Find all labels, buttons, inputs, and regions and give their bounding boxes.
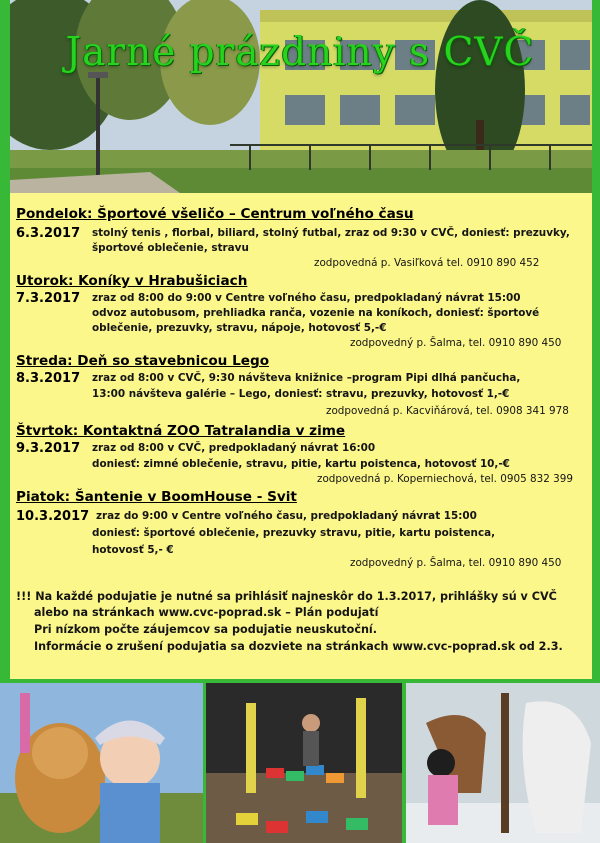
building-illustration bbox=[10, 0, 592, 193]
day-line: 13:00 návšteva galérie – Lego, doniesť: stravu, prezuvky, hotovosť 1,-€ bbox=[92, 388, 510, 400]
day-line: doniesť: zimné oblečenie, stravu, pitie, kartu poistenca, hotovosť 10,-€ bbox=[92, 458, 510, 470]
day-heading-friday: Piatok: Šantenie v BoomHouse - Svit bbox=[16, 489, 297, 505]
day-responsible-monday: zodpovedná p. Vasiľková tel. 0910 890 452 bbox=[314, 257, 540, 269]
note-line: Informácie o zrušení podujatia sa dozviete na stránkach www.cvc-poprad.sk od 2.3. bbox=[34, 640, 563, 653]
day-line: doniesť: športové oblečenie, prezuvky stravu, pitie, kartu poistenca, bbox=[92, 527, 496, 539]
day-responsible-thursday: zodpovedná p. Koperniechová, tel. 0905 832 399 bbox=[317, 473, 574, 485]
schedule-panel bbox=[10, 193, 592, 679]
note-line: Pri nízkom počte záujemcov sa podujatie neuskutoční. bbox=[34, 623, 378, 636]
day-line: oblečenie, prezuvky, stravu, nápoje, hotovosť 5,-€ bbox=[92, 322, 387, 334]
day-date-thursday: 9.3.2017 bbox=[16, 441, 81, 456]
day-date-wednesday: 8.3.2017 bbox=[16, 371, 81, 386]
day-line: zraz od 8:00 do 9:00 v Centre voľného času, predpokladaný návrat 15:00 bbox=[92, 292, 521, 304]
day-responsible-friday: zodpovedný p. Šalma, tel. 0910 890 450 bbox=[350, 557, 562, 569]
day-line: hotovosť 5,- € bbox=[92, 544, 174, 556]
day-heading-wednesday: Streda: Deň so stavebnicou Lego bbox=[16, 353, 270, 369]
day-line: zraz od 8:00 v CVČ, 9:30 návšteva knižnice –program Pipi dlhá pančucha, bbox=[92, 372, 521, 384]
photo-horses bbox=[406, 683, 600, 843]
note-line: alebo na stránkach www.cvc-poprad.sk – Plán podujatí bbox=[34, 606, 379, 619]
day-line: zraz do 9:00 v Centre voľného času, predpokladaný návrat 15:00 bbox=[96, 510, 477, 522]
note-line: !!! Na každé podujatie je nutné sa prihlásiť najneskôr do 1.3.2017, prihlášky sú v CVČ bbox=[16, 590, 557, 603]
day-line: stolný tenis , florbal, biliard, stolný futbal, zraz od 9:30 v CVČ, doniesť: prezuvky, bbox=[92, 227, 570, 239]
day-date-monday: 6.3.2017 bbox=[16, 226, 81, 241]
header-photo bbox=[10, 0, 592, 193]
photo-lego-playroom bbox=[206, 683, 402, 843]
day-heading-thursday: Štvrtok: Kontaktná ZOO Tatralandia v zime bbox=[16, 423, 346, 439]
day-date-tuesday: 7.3.2017 bbox=[16, 291, 81, 306]
day-line: zraz od 8:00 v CVČ, predpokladaný návrat 16:00 bbox=[92, 442, 376, 454]
day-heading-monday: Pondelok: Športové všeličo – Centrum voľného času bbox=[16, 206, 414, 222]
day-responsible-tuesday: zodpovedný p. Šalma, tel. 0910 890 450 bbox=[350, 337, 562, 349]
page-title: Jarné prázdniny s CVČ bbox=[65, 30, 535, 75]
photo-child-with-lion bbox=[0, 683, 203, 843]
day-responsible-wednesday: zodpovedná p. Kacviňárová, tel. 0908 341 978 bbox=[326, 405, 569, 417]
day-date-friday: 10.3.2017 bbox=[16, 509, 90, 524]
day-heading-tuesday: Utorok: Koníky v Hrabušiciach bbox=[16, 273, 248, 289]
day-line: odvoz autobusom, prehliadka ranča, vozenie na koníkoch, doniesť: športové bbox=[92, 307, 540, 319]
day-line: športové oblečenie, stravu bbox=[92, 242, 249, 254]
